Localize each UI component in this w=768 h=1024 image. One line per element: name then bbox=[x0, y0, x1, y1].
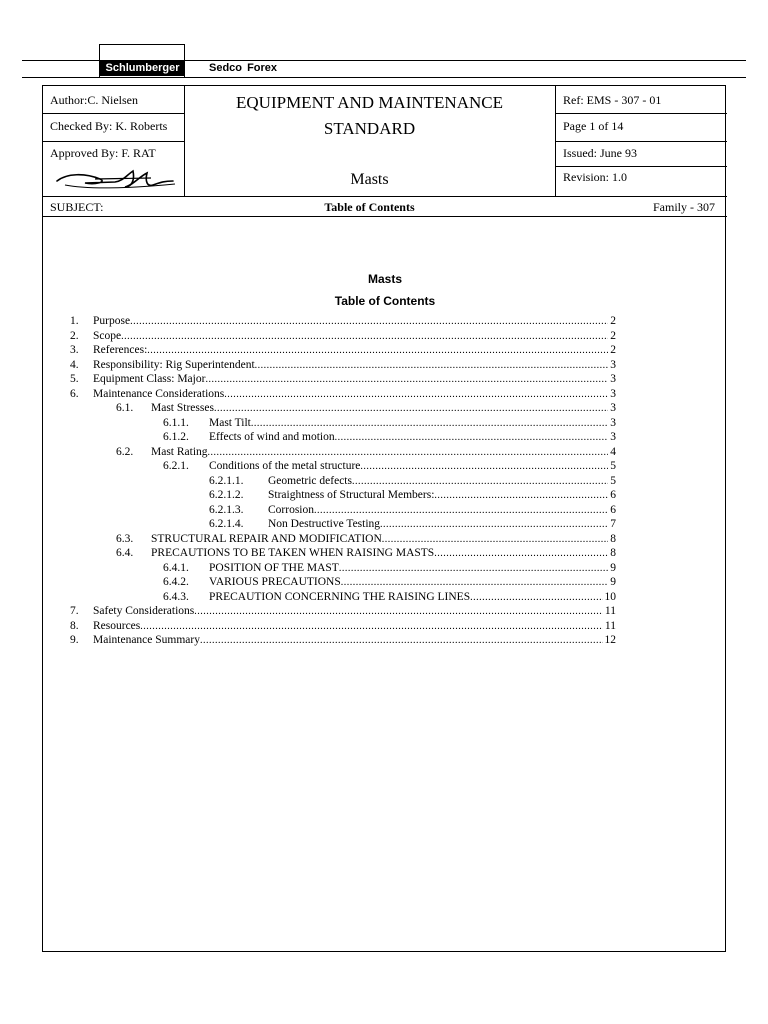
toc-leader-dots bbox=[434, 489, 608, 504]
toc-entry-number: 6.3. bbox=[116, 532, 134, 545]
toc-entry-page: 8 bbox=[610, 532, 616, 545]
document-frame bbox=[42, 85, 726, 952]
toc-entry-page: 8 bbox=[610, 547, 616, 559]
toc-entry-label: Maintenance Summary bbox=[93, 634, 200, 646]
toc-entry bbox=[163, 459, 616, 474]
toc-entry-number: 8. bbox=[70, 619, 79, 632]
toc-subheading: Table of Contents bbox=[334, 294, 436, 308]
toc-entry bbox=[163, 416, 616, 431]
toc-entry bbox=[70, 619, 616, 634]
toc-entry-label: Conditions of the metal structure bbox=[209, 460, 361, 472]
divider bbox=[43, 216, 727, 217]
divider bbox=[43, 141, 184, 142]
toc-entry-number: 6.4.2. bbox=[163, 576, 189, 588]
divider bbox=[555, 113, 727, 114]
toc-entry-label: Resources bbox=[93, 619, 141, 632]
toc-entry bbox=[209, 503, 616, 518]
document-subject-title: Masts bbox=[350, 171, 389, 188]
toc-entry-label: Mast Rating bbox=[151, 445, 208, 458]
toc-leader-dots bbox=[434, 547, 608, 562]
toc-entry bbox=[70, 372, 616, 387]
toc-entry-label: Equipment Class: Major bbox=[93, 373, 206, 385]
toc-leader-dots bbox=[140, 620, 603, 635]
toc-entry-number: 6.2. bbox=[116, 445, 134, 458]
toc-entry-number: 6.2.1.4. bbox=[209, 518, 244, 530]
toc-entry-page: 2 bbox=[610, 315, 616, 327]
toc-leader-dots bbox=[335, 431, 609, 446]
toc-entry-number: 6.1.1. bbox=[163, 416, 189, 429]
page-field: Page 1 of 14 bbox=[563, 119, 624, 133]
toc-entry-label: Mast Tilt bbox=[209, 416, 251, 429]
document-title-line1: EQUIPMENT AND MAINTENANCE bbox=[236, 93, 503, 112]
toc-entry-page: 9 bbox=[610, 561, 616, 574]
toc-entry-page: 3 bbox=[610, 402, 616, 414]
toc-leader-dots bbox=[214, 402, 608, 417]
toc-leader-dots bbox=[208, 446, 609, 461]
toc-entry-page: 2 bbox=[610, 344, 616, 356]
family-field: Family - 307 bbox=[653, 200, 715, 214]
toc-entry-page: 9 bbox=[610, 576, 616, 588]
divider bbox=[555, 141, 727, 142]
toc-entry-page: 11 bbox=[604, 619, 616, 632]
toc-entry-page: 6 bbox=[610, 489, 616, 501]
toc-entry-page: 12 bbox=[604, 634, 616, 646]
toc-entry-label: PRECAUTIONS TO BE TAKEN WHEN RAISING MASTS bbox=[151, 547, 435, 559]
toc-leader-dots bbox=[339, 562, 608, 577]
toc-entry-number: 6.4. bbox=[116, 547, 134, 559]
approved-by-field: Approved By: F. RAT bbox=[50, 146, 156, 160]
toc-entry bbox=[209, 517, 616, 532]
toc-entry-label: POSITION OF THE MAST bbox=[209, 561, 339, 574]
toc-entry bbox=[163, 561, 616, 576]
toc-entry-number: 3. bbox=[70, 344, 79, 356]
toc-entry bbox=[116, 401, 616, 416]
toc-leader-dots bbox=[205, 373, 608, 388]
toc-leader-dots bbox=[314, 504, 608, 519]
toc-entry-label: Scope bbox=[93, 329, 122, 342]
subject-value: Table of Contents bbox=[324, 200, 415, 214]
toc-entry-number: 7. bbox=[70, 605, 79, 617]
toc-entry-page: 2 bbox=[610, 329, 616, 342]
reference-field: Ref: EMS - 307 - 01 bbox=[563, 93, 662, 107]
toc-leader-dots bbox=[194, 605, 603, 620]
toc-entry-page: 5 bbox=[610, 474, 616, 487]
author-field: Author:C. Nielsen bbox=[50, 93, 138, 107]
toc-entry-number: 6.2.1. bbox=[163, 460, 189, 472]
toc-entry-label: Straightness of Structural Members: bbox=[268, 489, 435, 501]
toc-heading: Masts bbox=[367, 272, 402, 286]
toc-entry bbox=[163, 575, 616, 590]
toc-leader-dots bbox=[224, 388, 608, 403]
toc-entry-page: 3 bbox=[610, 431, 616, 443]
subject-label: SUBJECT: bbox=[50, 200, 104, 214]
toc-entry bbox=[70, 604, 616, 619]
toc-entry-label: Responsibility: Rig Superintendent bbox=[93, 358, 255, 371]
toc-leader-dots bbox=[382, 533, 608, 548]
toc-entry-page: 4 bbox=[610, 445, 616, 458]
toc-entry-label: Mast Stresses bbox=[151, 402, 214, 414]
toc-entry-number: 6.2.1.3. bbox=[209, 503, 244, 516]
toc-leader-dots bbox=[121, 330, 608, 345]
header-rule-bottom bbox=[22, 77, 746, 78]
toc-entry-label: Corrosion bbox=[268, 503, 314, 516]
toc-entry-page: 7 bbox=[610, 518, 616, 530]
toc-entry-number: 6.2.1.1. bbox=[209, 474, 244, 487]
toc-entry-label: Purpose bbox=[93, 315, 131, 327]
divider bbox=[43, 113, 184, 114]
toc-entry bbox=[163, 590, 616, 605]
toc-entry-label: VARIOUS PRECAUTIONS bbox=[209, 576, 341, 588]
brand-logo: Schlumberger bbox=[100, 61, 185, 76]
toc-entry bbox=[70, 633, 616, 648]
divider bbox=[43, 196, 727, 197]
checked-by-field: Checked By: K. Roberts bbox=[50, 119, 168, 133]
toc-leader-dots bbox=[380, 518, 608, 533]
document-title-line2: STANDARD bbox=[323, 119, 416, 138]
toc-entry-number: 6.4.1. bbox=[163, 561, 189, 574]
toc-entry bbox=[70, 387, 616, 402]
toc-leader-dots bbox=[341, 576, 609, 591]
toc-entry bbox=[116, 546, 616, 561]
toc-entry-label: Effects of wind and motion bbox=[209, 431, 335, 443]
toc-entry-label: STRUCTURAL REPAIR AND MODIFICATION bbox=[151, 532, 382, 545]
toc-entry-number: 6.4.3. bbox=[163, 590, 189, 603]
toc-entry-label: Geometric defects bbox=[268, 474, 352, 487]
toc-entry-label: PRECAUTION CONCERNING THE RAISING LINES bbox=[209, 590, 471, 603]
toc-entry-number: 2. bbox=[70, 329, 79, 342]
toc-leader-dots bbox=[470, 591, 602, 606]
toc-entry-number: 6.2.1.2. bbox=[209, 489, 244, 501]
toc-entry-label: References: bbox=[93, 344, 148, 356]
toc-entry-number: 6. bbox=[70, 387, 79, 400]
issued-field: Issued: June 93 bbox=[563, 146, 637, 160]
toc-entry-page: 3 bbox=[610, 387, 616, 400]
toc-entry bbox=[70, 314, 616, 329]
toc-entry bbox=[209, 488, 616, 503]
toc-entry-page: 10 bbox=[604, 590, 616, 603]
revision-field: Revision: 1.0 bbox=[563, 170, 628, 184]
toc-entry bbox=[70, 329, 616, 344]
toc-entry bbox=[70, 358, 616, 373]
toc-leader-dots bbox=[130, 315, 608, 330]
division-name: Sedco Forex bbox=[209, 62, 278, 74]
divider bbox=[555, 166, 727, 167]
toc-entry-number: 1. bbox=[70, 315, 79, 327]
toc-entry bbox=[116, 532, 616, 547]
toc-leader-dots bbox=[360, 460, 608, 475]
toc-entry-number: 9. bbox=[70, 634, 79, 646]
toc-entry bbox=[70, 343, 616, 358]
toc-entry-page: 11 bbox=[604, 605, 616, 617]
toc-entry-page: 3 bbox=[610, 416, 616, 429]
toc-leader-dots bbox=[251, 417, 608, 432]
toc-entry-page: 6 bbox=[610, 503, 616, 516]
toc-entry-number: 5. bbox=[70, 373, 79, 385]
toc-entry-label: Safety Considerations bbox=[93, 605, 195, 617]
signature-image bbox=[55, 167, 180, 195]
toc-entry-number: 6.1. bbox=[116, 402, 134, 414]
toc-entry bbox=[116, 445, 616, 460]
toc-entry-label: Maintenance Considerations bbox=[93, 387, 225, 400]
toc-entry-page: 3 bbox=[610, 373, 616, 385]
toc-leader-dots bbox=[147, 344, 608, 359]
toc-entry-label: Non Destructive Testing bbox=[268, 518, 381, 530]
toc-leader-dots bbox=[255, 359, 609, 374]
toc-entry bbox=[163, 430, 616, 445]
toc-leader-dots bbox=[200, 634, 603, 649]
toc-entry-page: 3 bbox=[610, 358, 616, 371]
toc-leader-dots bbox=[352, 475, 608, 490]
toc-entry-page: 5 bbox=[610, 460, 616, 472]
toc-entry bbox=[209, 474, 616, 489]
toc-entry-number: 4. bbox=[70, 358, 79, 371]
toc-entry-number: 6.1.2. bbox=[163, 431, 189, 443]
